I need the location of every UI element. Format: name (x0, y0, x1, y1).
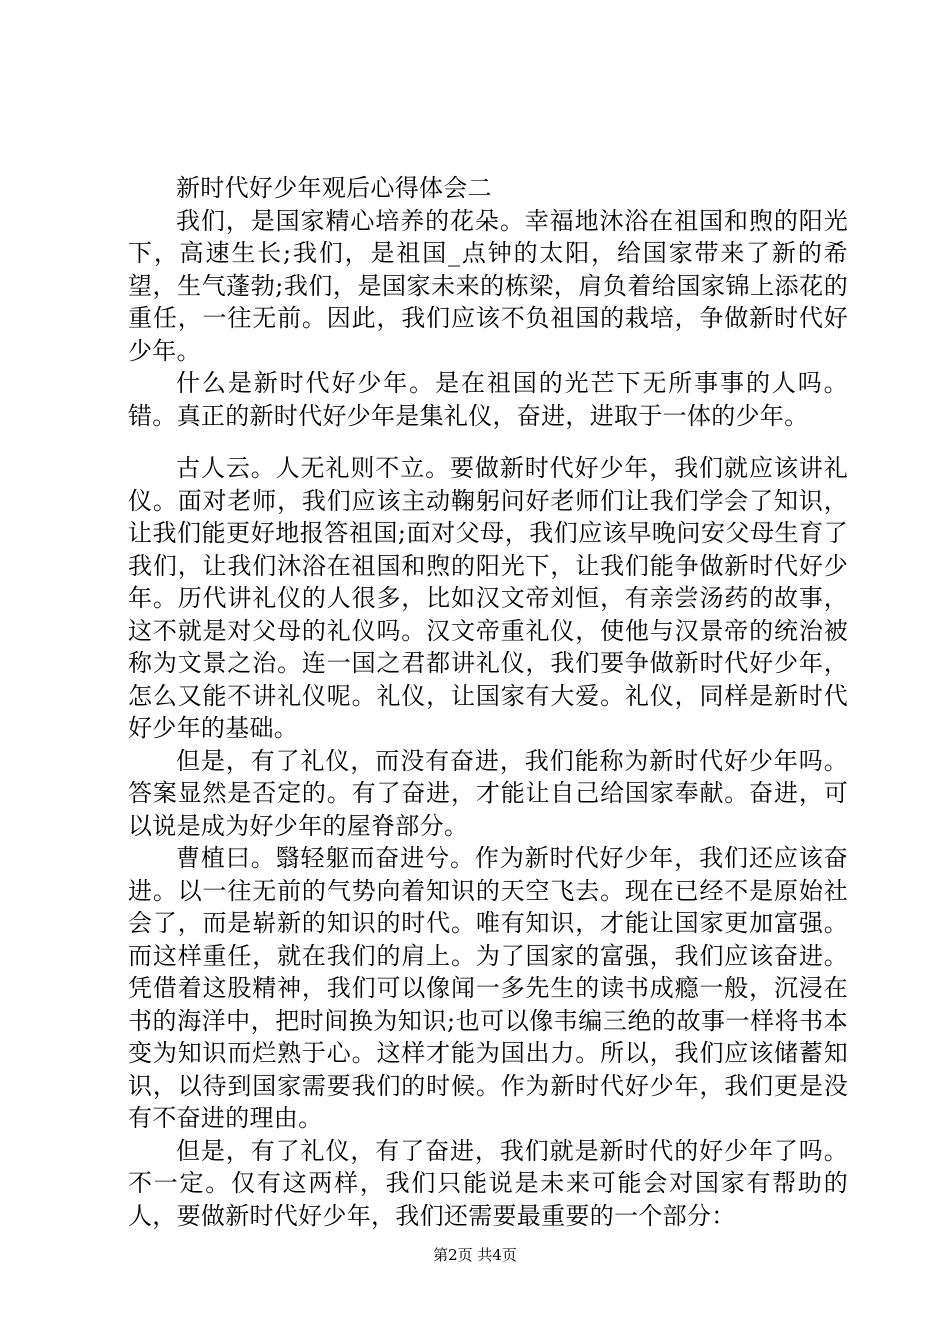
paragraph: 什么是新时代好少年。是在祖国的光芒下无所事事的人吗。错。真正的新时代好少年是集礼仪，奋进，进取于一体的少年。 (128, 369, 848, 430)
paragraph: 但是，有了礼仪，而没有奋进，我们能称为新时代好少年吗。答案显然是否定的。有了奋进，才能让自己给国家奉献。奋进，可以说是成为好少年的屋脊部分。 (128, 746, 848, 840)
page-number-footer: 第2页 共4页 (433, 1246, 517, 1264)
document-title: 新时代好少年观后心得体会二 (176, 174, 492, 202)
paragraph: 曹植曰。翳轻躯而奋进兮。作为新时代好少年，我们还应该奋进。以一往无前的气势向着知识的天空飞去。现在已经不是原始社会了，而是崭新的知识的时代。唯有知识，才能让国家更加富强。而这样重任，就在我们的肩上。为了国家的富强，我们应该奋进。凭借着这股精神，我们可以像闻一多先生的读书成瘾一般，沉浸在书的海洋中，把时间换为知识;也可以像韦编三绝的故事一样将书本变为知识而烂熟于心。这样才能为国出力。所以，我们应该储蓄知识，以待到国家需要我们的时候。作为新时代好少年，我们更是没有不奋进的理由。 (128, 844, 848, 1132)
paragraph: 我们，是国家精心培养的花朵。幸福地沐浴在祖国和煦的阳光下，高速生长;我们，是祖国_点钟的太阳，给国家带来了新的希望，生气蓬勃;我们，是国家未来的栋梁，肩负着给国家锦上添花的重任，一往无前。因此，我们应该不负祖国的栽培，争做新时代好少年。 (128, 206, 848, 365)
paragraph: 古人云。人无礼则不立。要做新时代好少年，我们就应该讲礼仪。面对老师，我们应该主动鞠躬问好老师们让我们学会了知识，让我们能更好地报答祖国;面对父母，我们应该早晚问安父母生育了我们，让我们沐浴在祖国和煦的阳光下，让我们能争做新时代好少年。历代讲礼仪的人很多，比如汉文帝刘恒，有亲尝汤药的故事，这不就是对父母的礼仪吗。汉文帝重礼仪，使他与汉景帝的统治被称为文景之治。连一国之君都讲礼仪，我们要争做新时代好少年，怎么又能不讲礼仪呢。礼仪，让国家有大爱。礼仪，同样是新时代好少年的基础。 (128, 454, 848, 742)
paragraph: 但是，有了礼仪，有了奋进，我们就是新时代的好少年了吗。不一定。仅有这两样，我们只能说是未来可能会对国家有帮助的人，要做新时代好少年，我们还需要最重要的一个部分： (128, 1136, 848, 1230)
document-body (128, 172, 848, 1232)
